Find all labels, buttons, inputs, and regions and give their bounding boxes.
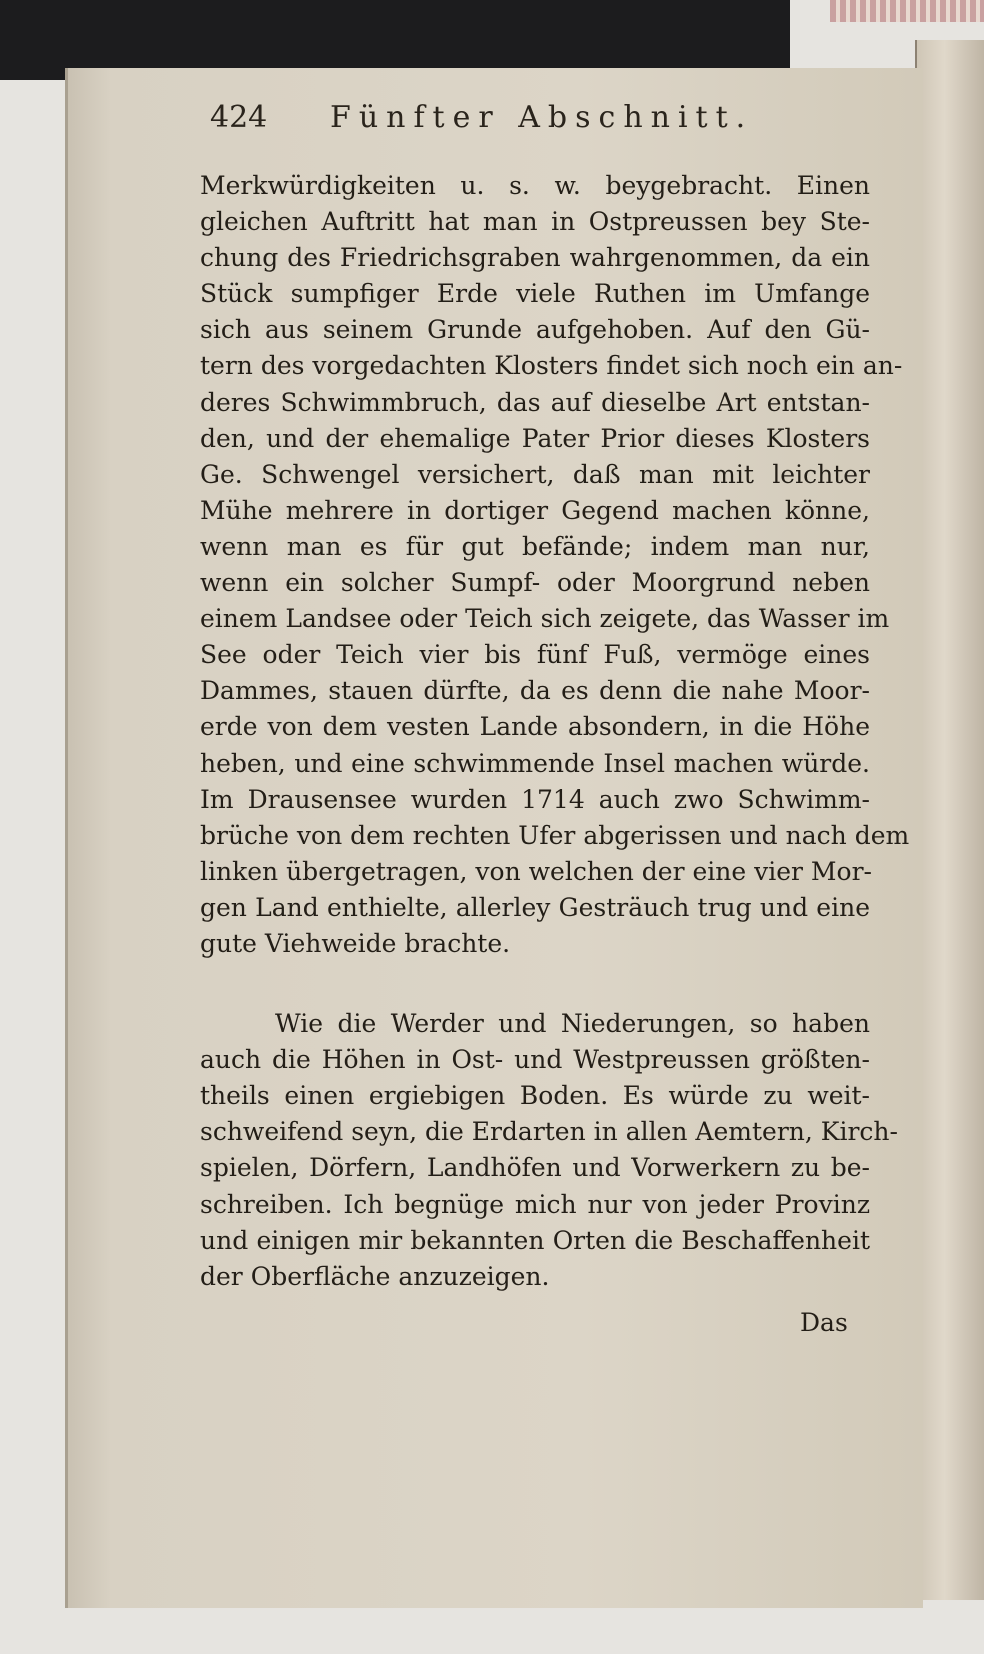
text-line: erde von dem vesten Lande absondern, in die Höhe <box>200 712 870 742</box>
text-line: gleichen Auftritt hat man in Ostpreussen bey Ste- <box>200 207 870 237</box>
text-line: einem Landsee oder Teich sich zeigete, das Wasser im <box>200 604 890 634</box>
text-line: linken übergetragen, von welchen der eine vier Mor- <box>200 856 872 886</box>
text-line: Merkwürdigkeiten u. s. w. beygebracht. Einen <box>200 171 870 200</box>
page-header <box>210 100 850 150</box>
text-line: auch die Höhen in Ost- und Westpreussen größten- <box>200 1045 870 1075</box>
text-line: Stück sumpfiger Erde viele Ruthen im Umfange <box>200 279 870 309</box>
text-line: deres Schwimmbruch, das auf dieselbe Art entstan- <box>200 387 870 417</box>
text-line: schreiben. Ich begnüge mich nur von jeder Provinz <box>200 1189 870 1219</box>
bookmark-ribbon <box>830 0 984 22</box>
text-line: spielen, Dörfern, Landhöfen und Vorwerkern zu be- <box>200 1153 870 1183</box>
text-line: und einigen mir bekannten Orten die Beschaffenheit <box>200 1225 870 1255</box>
page-number: 424 <box>210 100 268 135</box>
text-line: tern des vorgedachten Klosters findet sich noch ein an- <box>200 351 903 381</box>
text-line: Wie die Werder und Niederungen, so haben <box>275 1009 870 1039</box>
text-line: Dammes, stauen dürfte, da es denn die nahe Moor- <box>200 676 870 706</box>
running-head: Fünfter Abschnitt. <box>330 100 754 135</box>
text-line: See oder Teich vier bis fünf Fuß, vermöge eines <box>200 640 870 670</box>
text-line: brüche von dem rechten Ufer abgerissen und nach dem <box>200 820 910 850</box>
text-line: wenn man es für gut befände; indem man nur, <box>200 531 870 561</box>
text-line: sich aus seinem Grunde aufgehoben. Auf den Gü- <box>200 315 870 345</box>
page-edges <box>915 40 984 1600</box>
text-line: schweifend seyn, die Erdarten in allen Aemtern, Kirch- <box>200 1117 898 1147</box>
catchword: Das <box>800 1308 848 1337</box>
body-text <box>200 168 910 1295</box>
text-line: theils einen ergiebigen Boden. Es würde zu weit- <box>200 1081 870 1111</box>
text-line: gute Viehweide brachte. <box>200 928 511 958</box>
text-line: Ge. Schwengel versichert, daß man mit leichter <box>200 459 870 489</box>
text-line: heben, und eine schwimmende Insel machen würde. <box>200 748 870 778</box>
text-line: der Oberfläche anzuzeigen. <box>200 1261 550 1291</box>
paragraph <box>200 1006 898 1295</box>
text-line: den, und der ehemalige Pater Prior dieses Klosters <box>200 423 870 453</box>
text-line: chung des Friedrichsgraben wahrgenommen, da ein <box>200 243 870 273</box>
paragraph <box>200 168 910 962</box>
text-line: Mühe mehrere in dortiger Gegend machen könne, <box>200 495 870 525</box>
text-line: wenn ein solcher Sumpf- oder Moorgrund neben <box>200 568 870 598</box>
text-line: gen Land enthielte, allerley Gesträuch trug und eine <box>200 892 870 922</box>
text-line: Im Drausensee wurden 1714 auch zwo Schwimm- <box>200 784 870 814</box>
